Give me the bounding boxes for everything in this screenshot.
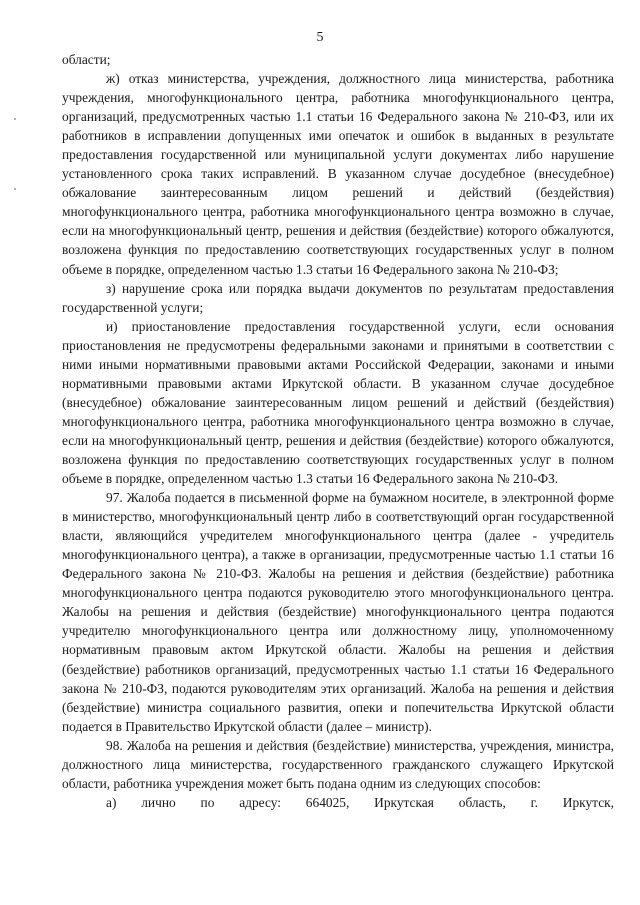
paragraph-continuation: области; (62, 52, 111, 67)
paragraph-clause-97: 97. Жалоба подается в письменной форме на бумажном носителе, в электронной форме в министерство, многофункциональный центр либо в соответствующий орган государственной власти, являющийся учредителем многофункционального центра (далее - учредитель многофункционального центра), а также в организации, предусмотренные частью 1.1 статьи 16 Федерального закона № 210-ФЗ. Жалобы на решения и действия (бездействие) работника многофункционального центра подаются руководителю этого многофункционального центра. Жалобы на решения и действия (бездействие) многофункционального центра подаются учредителю многофункционального центра или должностному лицу, уполномоченному нормативным правовым актом Иркутской области. Жалобы на решения и действия (бездействие) работников организаций, предусмотренных частью 1.1 статьи 16 Федерального закона № 210-ФЗ, подаются руководителям этих организаций. Жалоба на решения и действия (бездействие) министра социального развития, опеки и попечительства Иркутской области подается в Правительство Иркутской области (далее – министр). (62, 490, 614, 734)
paragraph-item-z: з) нарушение срока или порядка выдачи документов по результатам предоставления государственной услуги; (62, 280, 614, 315)
paragraph-item-i: и) приостановление предоставления государственной услуги, если основания приостановления не предусмотрены федеральными законами и принятыми в соответствии с ними иными нормативными правовыми актами Российской Федерации, законами и иными нормативными правовыми актами Иркутской области. В указанном случае досудебное (внесудебное) обжалование заинтересованным лицом решений и действий (бездействия) многофункционального центра, работника многофункционального центра возможно в случае, если на многофункциональный центр, решения и действия (бездействие) которого обжалуются, возложена функция по предоставлению соответствующих государственных услуг в полном объеме в порядке, определенном частью 1.3 статьи 16 Федерального закона № 210-ФЗ. (62, 318, 614, 487)
margin-speck (14, 188, 16, 190)
paragraph-item-a: а) лично по адресу: 664025, Иркутская область, г. Иркутск, (106, 794, 614, 810)
document-body (62, 50, 614, 812)
margin-speck (14, 118, 16, 120)
paragraph-item-zh: ж) отказ министерства, учреждения, должностного лица министерства, работника учреждения, многофункционального центра, работника многофункционального центра, организаций, предусмотренных частью 1.1 статьи 16 Федерального закона № 210-ФЗ, или их работников в исправлении допущенных ими опечаток и ошибок в выданных в результате предоставления государственной или муниципальной услуги документах либо нарушение установленного срока таких исправлений. В указанном случае досудебное (внесудебное) обжалование заинтересованным лицом решений и действий (бездействия) многофункционального центра, работника многофункционального центра возможно в случае, если на многофункциональный центр, решения и действия (бездействие) которого обжалуются, возложена функция по предоставлению соответствующих государственных услуг в полном объеме в порядке, определенном частью 1.3 статьи 16 Федерального закона № 210-ФЗ; (62, 71, 614, 277)
page-number: 5 (316, 30, 324, 45)
paragraph-clause-98: 98. Жалоба на решения и действия (бездействие) министерства, учреждения, министра, должностного лица министерства, государственного гражданского служащего Иркутской области, работника учреждения может быть подана одним из следующих способов: (62, 737, 614, 791)
